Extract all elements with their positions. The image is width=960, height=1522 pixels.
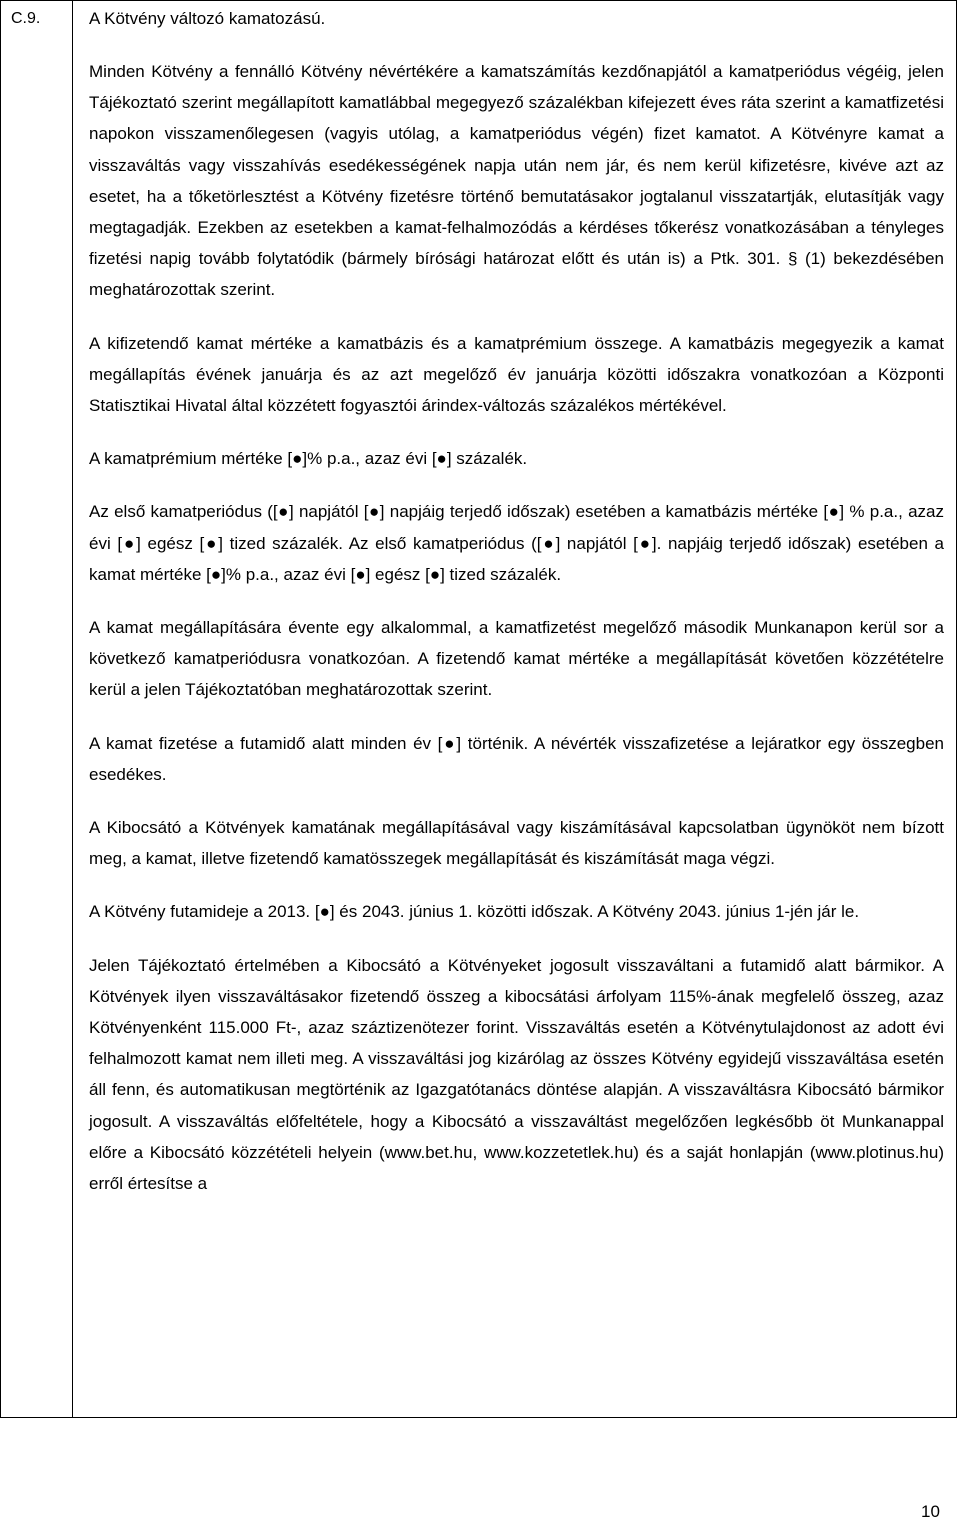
paragraph-redemption: Jelen Tájékoztató értelmében a Kibocsátó a Kötvényeket jogosult visszaváltani a futamidő alatt bármikor. A Kötvények ilyen visszaváltásakor fizetendő összeg a kibocsátási árfolyam 115%-ának megfelelő összeg, azaz Kötvényenként 115.000 Ft-, azaz száztizenötezer forint. Visszaváltás esetén a Kötvénytulajdonost az adott évi felhalmozott kamat nem illeti meg. A visszaváltási jog kizárólag az összes Kötvény egyidejű visszaváltása esetén áll fenn, és automatikusan megtörténik az Igazgatótanács döntése alapján. A visszaváltásra Kibocsátó bármikor jogosult. A visszaváltás előfeltétele, hogy a Kibocsátó a visszaváltást megelőzően legkésőbb öt Munkanappal előre a Kibocsátó közzétételi helyein (www.bet.hu, www.kozzetetlek.hu) és a saját honlapján (www.plotinus.hu) erről értesítse a bbox=[89, 955, 944, 1194]
section-title: A Kötvény változó kamatozású. bbox=[89, 9, 326, 28]
paragraph-interest-premium: A kamatprémium mértéke [●]% p.a., azaz évi [●] százalék. bbox=[89, 449, 528, 469]
section-content bbox=[89, 7, 944, 1199]
page-number: 10 bbox=[921, 1502, 940, 1521]
paragraph-rate-determination: A kamat megállapítására évente egy alkalommal, a kamatfizetést megelőző második Munkanapon kerül sor a következő kamatperiódusra vonatkozóan. A fizetendő kamat mértéke a megállapítását követően közzétételre kerül a jelen Tájékoztatóban meghatározottak szerint. bbox=[89, 618, 944, 700]
column-divider bbox=[72, 1, 73, 1417]
paragraph-maturity: A Kötvény futamideje a 2013. [●] és 2043. június 1. közötti időszak. A Kötvény 2043. június 1-jén jár le. bbox=[89, 902, 860, 922]
paragraph-interest-calculation: Minden Kötvény a fennálló Kötvény névértékére a kamatszámítás kezdőnapjától a kamatperiódus végéig, jelen Tájékoztató szerint megállapított kamatlábbal megegyező százalékban kifejezett éves ráta szerint a kamatfizetési napokon visszamenőlegesen (vagyis utólag, a kamatperiódus végén) fizet kamatot. A Kötvényre kamat a visszaváltás vagy visszahívás esedékességének napja után nem jár, és nem kerül kifizetésre, kivéve azt az esetet, ha a tőketörlesztést a Kötvény fizetésre történő bemutatásakor jogtalanul visszatartják, elutasítják vagy megtagadják. Ezekben az esetekben a kamat-felhalmozódás a kérdéses tőkerész vonatkozásában a tényleges fizetési napig tovább folytatódik (bármely bírósági határozat előtt és után is) a Ptk. 301. § (1) bekezdésében meghatározottak szerint. bbox=[89, 62, 944, 300]
paragraph-interest-rate: A kifizetendő kamat mértéke a kamatbázis és a kamatprémium összege. A kamatbázis megegyezik a kamat megállapítás évének januárja és az azt megelőző év januárja közötti időszakra vonatkozóan a Központi Statisztikai Hivatal által közzétett fogyasztói árindex-változás százalékos mértékével. bbox=[89, 333, 944, 416]
paragraph-first-period: Az első kamatperiódus ([●] napjától [●] napjáig terjedő időszak) esetében a kamatbázis mértéke [●] % p.a., azaz évi [●] egész [●] tized százalék. Az első kamatperiódus ([●] napjától [●]. napjáig terjedő időszak) esetében a kamat mértéke [●]% p.a., azaz évi [●] egész [●] tized százalék. bbox=[89, 502, 944, 584]
paragraph-calculation-agent: A Kibocsátó a Kötvények kamatának megállapításával vagy kiszámításával kapcsolatban ügynököt nem bízott meg, a kamat, illetve fizetendő kamatösszegek megállapítását és kiszámítását maga végzi. bbox=[89, 818, 944, 869]
section-number: C.9. bbox=[11, 10, 41, 27]
paragraph-interest-payment: A kamat fizetése a futamidő alatt minden év [●] történik. A névérték visszafizetése a lejáratkor egy összegben esedékes. bbox=[89, 733, 944, 784]
